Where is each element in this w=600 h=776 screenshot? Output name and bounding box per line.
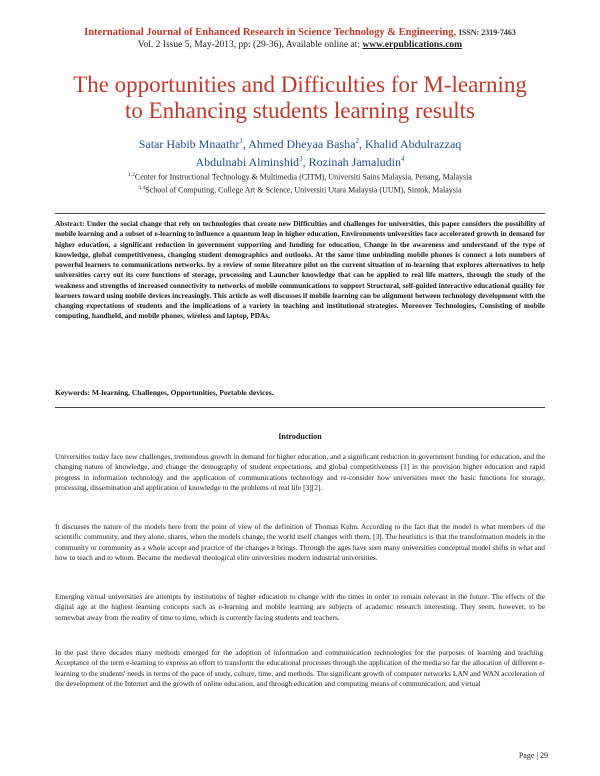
title-line-2: to Enhancing students learning results xyxy=(124,98,476,123)
section-heading-introduction: Introduction xyxy=(278,432,322,441)
issn-label: ISSN: 2319-7463 xyxy=(458,28,516,37)
author-1: Satar Habib Mnaathr xyxy=(138,137,240,151)
affiliation-1: $^{1,2}$Center for Instructional Technology & Multimedia (CITM), Universiti Sains Malaysia, Penang, Malaysia xyxy=(128,172,472,182)
author-4: Abdulnabi Alminshid xyxy=(195,155,300,169)
journal-website-link[interactable]: www.erpublications.com xyxy=(362,40,463,50)
volume-info-line xyxy=(0,40,600,50)
intro-paragraph-4: In the past three decades many methods emerged for the adoption of information and communication technologies for the purposes of learning and teaching. Acceptance of the term e-learning to express an effort to transform the educational processes through the application of the media so far the allocation of different e-learning to the students' needs in terms of the pace of study, culture, time, and methods. The significant growth of computer networks LAN and WAN acceleration of the development of the Internet and the growth of online education, and through education and computing means of communication, and virtual xyxy=(55,648,545,688)
intro-paragraph-1: Universities today face new challenges, tremendous growth in demand for higher education, and a significant reduction in government funding for education, and the changing nature of knowledge, and change the demography of student expectations, and global competitiveness [1] in the provision higher education and rapid progress in information technology and the application of communications technology and re-consider how universities meet the basic functions for storage, processing, dissemination and application of knowledge to the problems of real life [3][2]. xyxy=(55,452,545,492)
author-2: Ahmed Dheyaa Basha xyxy=(248,137,356,151)
paper-title xyxy=(30,72,570,124)
affiliations xyxy=(30,170,570,195)
journal-header xyxy=(0,27,600,38)
author-3: Khalid Abdulrazzaq xyxy=(364,137,462,151)
intro-paragraph-3: Emerging virtual universities are attempts by institutions of higher education to change with the times in order to remain relevant in the future. The effects of the digital age at the highest learning concepts such as e-learning and mobile learning are subjects of academic research interesting. They seem, however, to be somewhat away from the reality of time to time, which is currently facing students and teachers. xyxy=(55,592,545,622)
affiliation-2: $^{3,4}$School of Computing, College Art & Science, Universiti Utara Malaysia (UUM), Sintok, Malaysia xyxy=(138,184,462,195)
divider-top xyxy=(55,213,545,214)
keywords: Keywords: M-learning, Challenges, Opportunities, Portable devices. xyxy=(55,388,274,397)
author-5: Rozinah Jamaludin xyxy=(308,155,401,169)
divider-bottom xyxy=(55,407,545,408)
title-line-1: The opportunities and Difficulties for M-learning xyxy=(73,72,527,97)
abstract: Abstract: Under the social change that rely on technologies that create new Difficulties and challenges for universities, this paper considers the possibility of mobile learning and a subset of e-learning to influence a quantum leap in higher education, Environments universities face accelerated growth in demand for higher education, a significant reduction in government supporting and funding for education, Change in the awareness and understand of the type of knowledge, global competitiveness, changing student demographics and outlooks. At the same time unbinding mobile phones is connect a lots numbers of powerful learners to communications networks. by a review of some literature pilot on the current situation of m-learning that explores alternatives to help universities carry out its core functions of storage, processing and Launcher knowledge that can be applied to real life matters, through the study of the weakness and strengths of increased connectivity to networks of mobile communications to support Structural, self-guided interactive educational quality for learners toward using mobile devices increasingly. This article as well discusses if mobile learning can be alignment between technology development with the changing expectations of students and the implications of a variety in teaching and institutional strategies. Moreover Technologies, Consisting of mobile computing, handheld, and mobile phones, wireless and laptop, PDAs. xyxy=(55,219,545,321)
journal-name: International Journal of Enhanced Research in Science Technology & Engineering, xyxy=(84,27,457,38)
volume-info: Vol. 2 Issue 5, May-2013, pp: (29-36), Available online at: xyxy=(137,40,363,50)
page-number: Page | 29 xyxy=(518,751,548,760)
author-list: Satar Habib Mnaathr$^1$, Ahmed Dheyaa Basha$^2$, Khalid Abdulrazzaq Abdulnabi Alminshid$^3$, Rozinah Jamaludin$^4$ xyxy=(138,137,462,169)
intro-paragraph-2: It discusses the nature of the models here from the point of view of the definition of Thomas Kuhn. According to the fact that the model is what members of the scientific community, and they alone, shares, when the models change, the world itself changes with them, [3]. The heuristics is that the transformation models in the community or community as a whole accept and practice of the changes it brings. Through the ages have seen many universities conceptual model shifts in what and how to teach and to whom. Became the medieval theological elite universities modern industrial universities. xyxy=(55,522,545,562)
